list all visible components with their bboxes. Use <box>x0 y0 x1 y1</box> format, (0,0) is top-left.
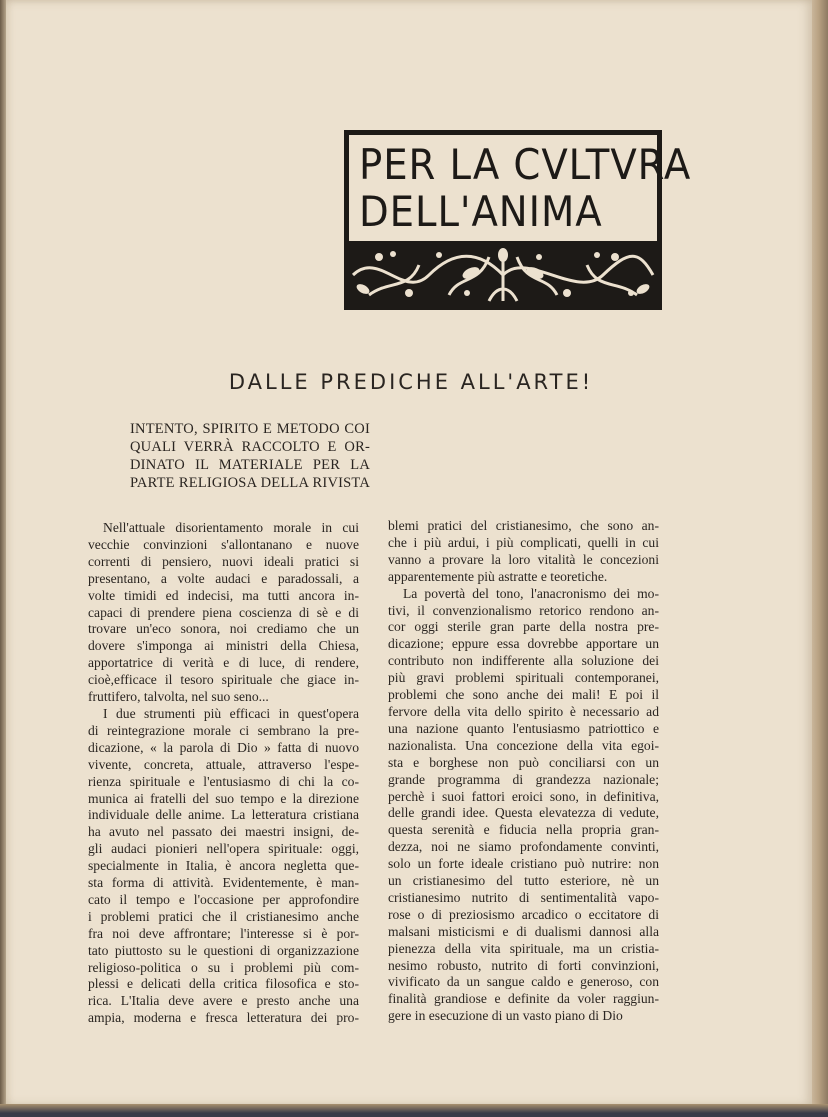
text-line: munica ai fratelli del suo tempo e la direzione <box>88 790 359 806</box>
section-masthead <box>344 130 692 310</box>
text-line: fra noi deve affrontare; l'interesse si è por- <box>88 925 359 941</box>
text-line: dovere s'imponga ai ministri della Chiesa, <box>88 638 359 654</box>
page-edge <box>812 0 828 1110</box>
masthead-line-1: PER LA CVLTVRA <box>359 140 692 189</box>
article-subtitle <box>130 420 370 492</box>
text-line: vivificato da un sangue caldo e generoso, con <box>388 974 659 990</box>
text-line: cato il tempo e l'occasione per approfondire <box>88 891 359 907</box>
text-line: Nell'attuale disorientamento morale in cui <box>103 520 359 535</box>
text-line: finalità grandiose e definite da voler raggiun- <box>388 991 659 1007</box>
text-line: pienezza della vita spirituale, ma un cristia- <box>388 940 659 956</box>
text-line: plessi e delicati della critica filosofica e sto- <box>88 976 359 992</box>
text-line: nazionalista. Una concezione della vita egoi- <box>388 737 659 753</box>
text-line: individuale delle anime. La letteratura cristiana <box>88 807 359 823</box>
text-line: specialmente in Italia, è ancora negletta que- <box>88 858 359 874</box>
article-title: DALLE PREDICHE ALL'ARTE! <box>228 370 594 394</box>
text-line: religioso-politica o su i problemi più com- <box>88 959 359 975</box>
text-line: fervore della vita dello spirito è necessario ad <box>388 703 659 719</box>
text-line: sta e borghese non può conciliarsi con un <box>388 754 659 770</box>
text-line: malsani misticismi e di dualismi dannosi alla <box>388 923 659 939</box>
text-line: delle grandi idee. Questa elevatezza di vedute, <box>388 805 659 821</box>
text-line: gere in esecuzione di un vasto piano di Dio <box>388 1008 623 1024</box>
text-line: trovare un'eco sonora, noi crediamo che un <box>88 621 359 637</box>
text-line: vanno a provare la loro vitalità le concezioni <box>388 551 659 567</box>
text-line: La povertà del tono, l'anacronismo dei mo- <box>403 585 659 601</box>
masthead-line-2: DELL'ANIMA <box>359 187 603 236</box>
text-line: questa serenità e fiducia nella propria gran- <box>388 822 659 838</box>
text-line: una nazione quanto l'entusiasmo patriottico e <box>388 720 659 736</box>
text-line: dezza, noi ne siamo profondamente convinti, <box>388 839 659 855</box>
text-line: cor oggi sterile gran parte della nostra pre- <box>388 619 659 635</box>
text-line: rose o di preziosismo arcadico o eccitatore di <box>388 906 659 922</box>
text-line: che i più ardui, i più complicati, quelli in cui <box>388 534 659 550</box>
subtitle-line: INTENTO, SPIRITO E METODO COI <box>130 421 370 437</box>
floral-ornament-icon <box>349 245 657 305</box>
text-line: di reintegrazione morale ci sembrano la pre- <box>88 722 359 738</box>
text-line: gli audaci pionieri nell'opera spirituale: oggi, <box>88 841 359 857</box>
text-line: solo un forte ideale cristiano può nutrire: non <box>388 856 659 872</box>
masthead-text-box <box>349 135 692 241</box>
text-line: dicazione; eppure essa dovrebbe apportare un <box>388 636 659 652</box>
text-line: correnti di pensiero, nuovi ideali pratici si <box>88 553 359 569</box>
text-line: presentano, a volte audaci e paradossali, a <box>88 570 359 586</box>
text-line: tato piuttosto su le questioni di organizzazione <box>88 942 359 958</box>
text-line: fruttifero, talvolta, nel suo seno... <box>88 689 269 705</box>
subtitle-line: DINATO IL MATERIALE PER LA <box>130 457 370 473</box>
text-line: grande programma di grandezza nazionale; <box>388 771 659 787</box>
text-line: vivente, concreta, attuale, attraverso l'espe- <box>88 756 359 772</box>
text-line: problemi che sono anche dei mali! E poi il <box>388 687 659 703</box>
left-text-column <box>88 520 359 1027</box>
text-line: un cristianesimo del tutto esteriore, nè un <box>388 873 659 889</box>
text-line: volte timidi ed indecisi, ma tutti ancora in- <box>88 587 359 603</box>
text-line: I due strumenti più efficaci in quest'opera <box>103 705 359 721</box>
text-line: contributo non indifferente alla soluzione dei <box>388 653 659 669</box>
subtitle-line: QUALI VERRÀ RACCOLTO E OR- <box>130 439 370 455</box>
text-line: cioè,efficace il tesoro spirituale che giace in- <box>88 672 359 688</box>
text-line: capaci di prendere piena coscienza di sè e di <box>88 604 359 620</box>
text-line: apparentemente più astratte e teoretiche. <box>388 568 608 584</box>
subtitle-line: PARTE RELIGIOSA DELLA RIVISTA <box>130 475 370 491</box>
text-line: dicazione, « la parola di Dio » fatta di nuovo <box>88 739 359 755</box>
text-line: nesimo robusto, nutrito di forti convinzioni, <box>388 957 659 973</box>
text-line: sta forma di attività. Evidentemente, è man- <box>88 875 359 891</box>
text-line: tivi, il convenzionalismo retorico rendono an- <box>388 602 659 618</box>
right-text-column <box>388 518 659 1025</box>
text-line: perchè i suoi fattori eroici sono, in definitiva, <box>388 788 659 804</box>
text-line: vecchie convinzioni s'allontanano e nuove <box>88 536 359 552</box>
page-bottom-edge <box>0 1104 828 1117</box>
text-line: apportatrice di verità e di luce, di rendere, <box>88 655 359 671</box>
text-line: ampia, moderna e fresca letteratura dei pro- <box>88 1010 359 1026</box>
text-line: ha avuto nel passato dei maestri insigni, de- <box>88 824 359 840</box>
text-line: blemi pratici del cristianesimo, che sono an- <box>388 518 659 533</box>
text-line: più gravi problemi spirituali contemporanei, <box>388 670 659 686</box>
text-line: rienza spirituale e l'entusiasmo di chi la co- <box>88 773 359 789</box>
text-line: i problemi pratici che il cristianesimo anche <box>88 908 359 924</box>
text-line: rica. L'Italia deve avere e presto anche una <box>88 993 359 1009</box>
text-line: cristianesimo nutrito di sentimentalità vapo- <box>388 889 659 905</box>
